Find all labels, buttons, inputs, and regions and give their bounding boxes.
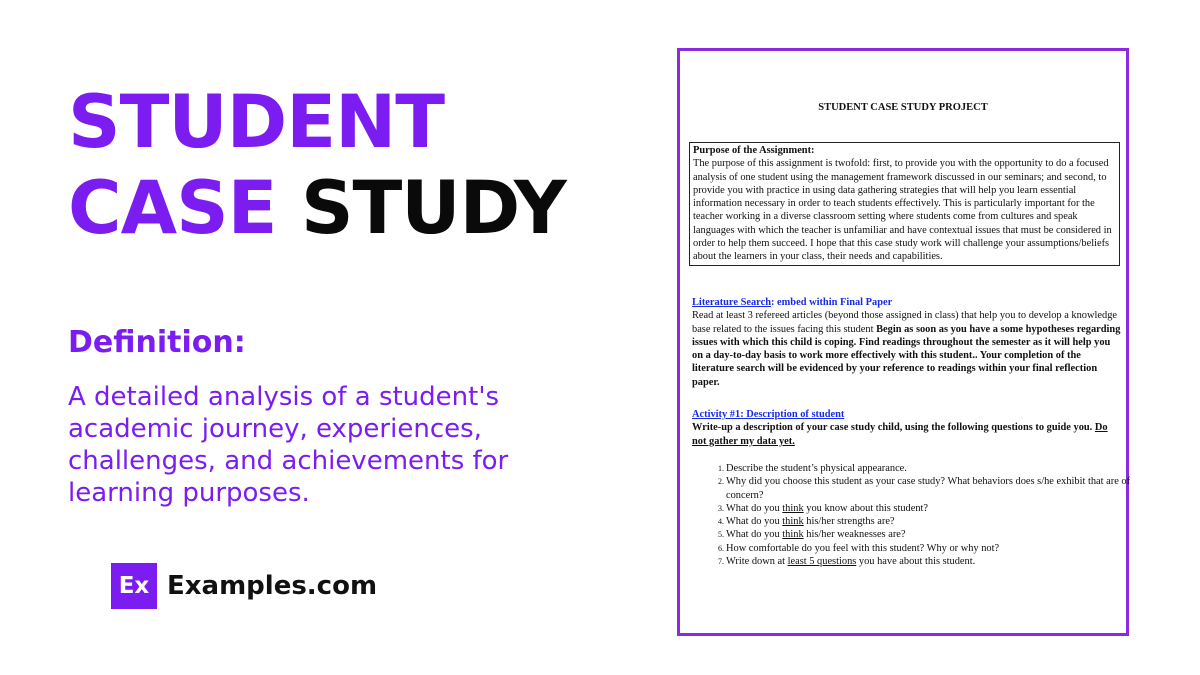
brand-name: Examples.com (167, 571, 378, 601)
list-item: 1. Describe the student’s physical appearance. (726, 462, 1146, 475)
literature-text-plain: Read at least 3 refereed articles (beyond those assigned in class) that help you to develop a knowledge base related to the issues facing this student (692, 310, 1118, 335)
title-word-study: STUDY (300, 166, 566, 251)
page-title (68, 80, 566, 252)
list-item: 4. What do you think his/her strengths are? (726, 515, 1146, 528)
definition-label: Definition: (68, 325, 246, 360)
literature-text (692, 309, 1122, 389)
brand-logo[interactable] (111, 563, 377, 609)
document-preview (677, 48, 1129, 636)
list-item: 3. What do you think you know about this student? (726, 502, 1146, 515)
purpose-box (689, 142, 1120, 266)
purpose-heading: Purpose of the Assignment: (693, 145, 815, 156)
activity-section (692, 408, 1122, 448)
title-word-case: CASE (68, 166, 277, 251)
literature-search-link[interactable]: Literature Search (692, 297, 771, 308)
literature-search-subtitle: : embed within Final Paper (770, 297, 893, 308)
list-item: 7. Write down at least 5 questions you have about this student. (726, 555, 1146, 568)
literature-section (692, 296, 1122, 389)
purpose-text: The purpose of this assignment is twofold: first, to provide you with the opportunity to do a focused analysis of one student using the management framework discussed in our seminars; and second, to provide you with practice in using data gathering strategies that will help you learn essential information necessary in order to teach students effectively. This is particularly important for the teacher working in a diverse classroom setting where students come from cultures and speak languages with which the teacher is unfamiliar and have contextual issues that must be considered in order to help them succeed. I hope that this case study work will challenge your assumptions/beliefs about the learners in your class, their needs and capabilities. (693, 158, 1112, 263)
list-item: 5. What do you think his/her weaknesses are? (726, 528, 1146, 541)
question-list (692, 462, 1146, 568)
activity-text-underlined: Do not gather my data yet. (692, 422, 1108, 447)
list-item: 2. Why did you choose this student as your case study? What behaviors does s/he exhibit that are of concern? (726, 475, 1146, 502)
definition-text: A detailed analysis of a student's academic journey, experiences, challenges, and achievements for learning purposes. (68, 382, 509, 508)
title-line1: STUDENT (68, 80, 445, 165)
brand-badge-icon: Ex (111, 563, 157, 609)
activity-text (692, 421, 1122, 448)
activity-text-main: Write-up a description of your case study child, using the following questions to guide you. (692, 422, 1095, 434)
list-item: 6. How comfortable do you feel with this student? Why or why not? (726, 542, 1146, 555)
activity-link[interactable]: Activity #1: Description of student (692, 409, 845, 420)
document-title: STUDENT CASE STUDY PROJECT (818, 102, 988, 113)
literature-text-bold: Begin as soon as you have a some hypotheses regarding issues with which this child is coping. Find readings throughout the semester as it will help you on a day-to-day basis to work more effectively with this student.. Your completion of the literature search will be evidenced by your reference to readings within your final reflection paper. (692, 323, 1121, 388)
